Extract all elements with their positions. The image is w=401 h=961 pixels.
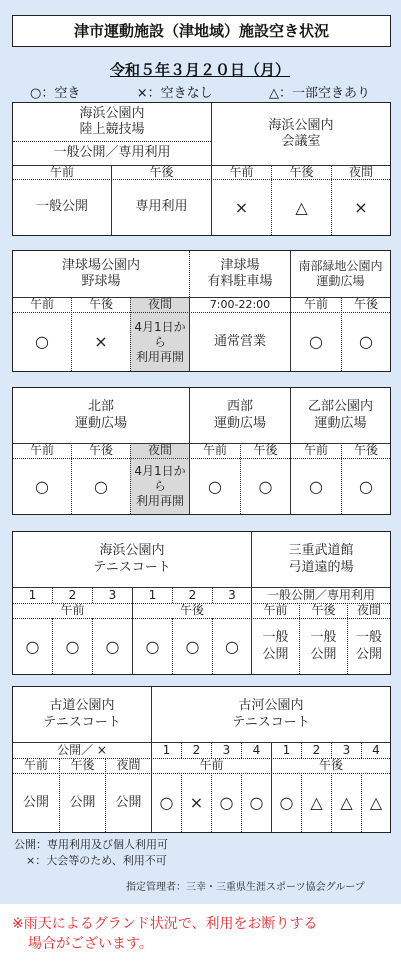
availability-cell: 公開: [22, 794, 49, 810]
period-header: 午後: [318, 758, 343, 772]
legend-full: ×：空きなし: [136, 85, 213, 101]
availability-cell: ○: [65, 636, 80, 656]
slot-header: 午後: [353, 297, 378, 311]
note-open-usage: 公開：専用利用及び個人利用可: [14, 838, 168, 851]
slot-header: 夜間: [116, 758, 141, 772]
period-header: 午前: [199, 758, 224, 772]
period-header: 午後: [179, 603, 204, 617]
slot-header: 午後: [353, 443, 378, 457]
availability-cell: 一般 公開: [262, 630, 289, 662]
availability-cell: ○: [185, 636, 200, 656]
availability-cell: △: [340, 793, 353, 812]
reopen-notice-cell: 4月1日から 利用再開: [134, 319, 186, 364]
block-kodo-furukawa-tennis: [12, 686, 391, 833]
availability-cell: △: [369, 793, 383, 812]
slot-header: 午後: [311, 603, 336, 617]
slot-header: 午後: [289, 164, 314, 179]
rain-warning-line-2: 場合がございます。: [28, 936, 153, 952]
facility-name-otobe-ground: 乙部公園内 運動広場: [307, 399, 373, 431]
manager-credit: 指定管理者：三幸・三重県生涯スポーツ協会グループ: [126, 882, 365, 893]
court-number: 2: [192, 742, 201, 757]
status-date: 令和５年３月２０日（月）: [109, 60, 290, 79]
slot-header: 夜間: [147, 297, 172, 311]
court-number: 3: [228, 587, 236, 602]
slot-header: 午前: [303, 443, 328, 457]
slot-header: 午後: [149, 164, 174, 179]
facility-name-meeting-room: 海浜公園内 会議室: [268, 117, 334, 149]
court-number: 2: [188, 587, 197, 602]
slot-header: 午前: [202, 443, 227, 457]
court-number: 4: [372, 742, 380, 757]
legend-partial: △：一部空きあり: [269, 85, 370, 101]
court-number: 3: [108, 587, 117, 602]
facility-name-seaside-tennis: 海浜公園内 テニスコート: [93, 543, 171, 575]
facility-name-furukawa-tennis: 古河公園内 テニスコート: [232, 698, 310, 730]
slot-header: 午後: [70, 758, 95, 772]
slot-header: 午前: [49, 164, 74, 179]
usage-type-label: 一般公開／専用利用: [266, 587, 375, 602]
availability-cell: 通常営業: [213, 333, 266, 349]
slot-header: 夜間: [147, 443, 172, 457]
availability-cell: 公開: [69, 794, 96, 810]
court-number: 1: [162, 742, 171, 757]
availability-cell: ○: [25, 636, 40, 656]
usage-type-label: 一般公開／専用利用: [53, 144, 171, 160]
availability-cell: ○: [359, 332, 373, 351]
facility-name-south-ground: 南部緑地公園内 運動広場: [298, 259, 383, 288]
availability-cell: ○: [249, 793, 264, 812]
availability-cell: ○: [94, 476, 108, 496]
availability-cell: ○: [159, 793, 174, 812]
reopen-notice-cell: 4月1日から 利用再開: [134, 464, 186, 508]
availability-cell: ×: [354, 197, 368, 217]
period-header: 午前: [60, 603, 85, 617]
slot-header: 午前: [229, 164, 254, 179]
court-number: 1: [282, 742, 291, 757]
availability-cell: ○: [359, 476, 373, 496]
availability-cell: ○: [105, 636, 120, 656]
slot-header: 夜間: [348, 164, 373, 179]
slot-header: 午後: [253, 443, 278, 457]
facility-name-archery-range: 三重武道館 弓道遠的場: [288, 543, 354, 575]
facility-name-parking-lot: 津球場 有料駐車場: [207, 257, 273, 289]
slot-header: 午前: [23, 758, 48, 772]
availability-cell: ×: [189, 793, 204, 812]
usage-type-label: 公開／ ×: [57, 742, 107, 757]
availability-cell: ○: [219, 793, 234, 812]
availability-cell: ○: [279, 793, 294, 812]
availability-cell: ○: [35, 332, 49, 351]
facility-name-baseball-field: 津球場公園内 野球場: [61, 257, 140, 289]
slot-header: 午前: [29, 443, 54, 457]
availability-cell: ○: [225, 636, 239, 656]
page-title: 津市運動施設（津地域）施設空き状況: [12, 15, 391, 47]
slot-header: 午後: [88, 443, 113, 457]
slot-header: 午前: [29, 297, 54, 311]
availability-cell: 一般 公開: [355, 630, 382, 662]
block-baseball-parking-south: [12, 250, 391, 372]
legend-available: ○：空き: [30, 85, 81, 101]
symbol-legend: [30, 84, 370, 104]
court-number: 1: [28, 587, 37, 602]
block-north-west-otobe: [12, 387, 391, 515]
court-number: 3: [222, 742, 231, 757]
availability-cell: △: [310, 793, 323, 812]
availability-cell: ○: [309, 332, 323, 351]
block-seaside-tennis-budokan: [12, 531, 391, 675]
court-number: 2: [68, 587, 77, 602]
availability-cell: ○: [208, 476, 222, 496]
court-number: 4: [252, 742, 261, 757]
slot-header: 7:00-22:00: [209, 297, 271, 311]
availability-cell: ○: [145, 636, 160, 656]
slot-header: 夜間: [356, 603, 381, 617]
facility-name-athletics-stadium: 海浜公園内 陸上競技場: [79, 105, 145, 137]
slot-header: 午後: [88, 297, 113, 311]
rain-warning-line-1: ※雨天によるグランド状況で、利用をお断りする: [12, 916, 318, 932]
rain-warning: [12, 914, 317, 954]
availability-cell: 専用利用: [135, 199, 188, 215]
facility-name-kodo-tennis: 古道公園内 テニスコート: [43, 698, 121, 730]
facility-name-north-ground: 北部 運動広場: [74, 399, 127, 431]
availability-cell: ×: [234, 197, 249, 217]
availability-cell: ○: [309, 476, 323, 496]
court-number: 3: [342, 742, 351, 757]
availability-cell: ○: [35, 476, 49, 496]
court-number: 1: [148, 587, 157, 602]
availability-cell: ×: [94, 332, 108, 351]
block-seaside-stadium-meeting: [12, 102, 391, 236]
court-number: 2: [312, 742, 321, 757]
availability-cell: △: [295, 197, 308, 217]
slot-header: 午前: [303, 297, 328, 311]
availability-cell: 一般公開: [35, 199, 88, 215]
availability-cell: 公開: [115, 794, 142, 810]
facility-name-west-ground: 西部 運動広場: [213, 399, 266, 431]
availability-cell: 一般 公開: [310, 630, 337, 662]
slot-header: 午前: [263, 603, 288, 617]
note-unavailable: ×：大会等のため、利用不可: [26, 854, 167, 867]
availability-cell: ○: [258, 476, 273, 496]
